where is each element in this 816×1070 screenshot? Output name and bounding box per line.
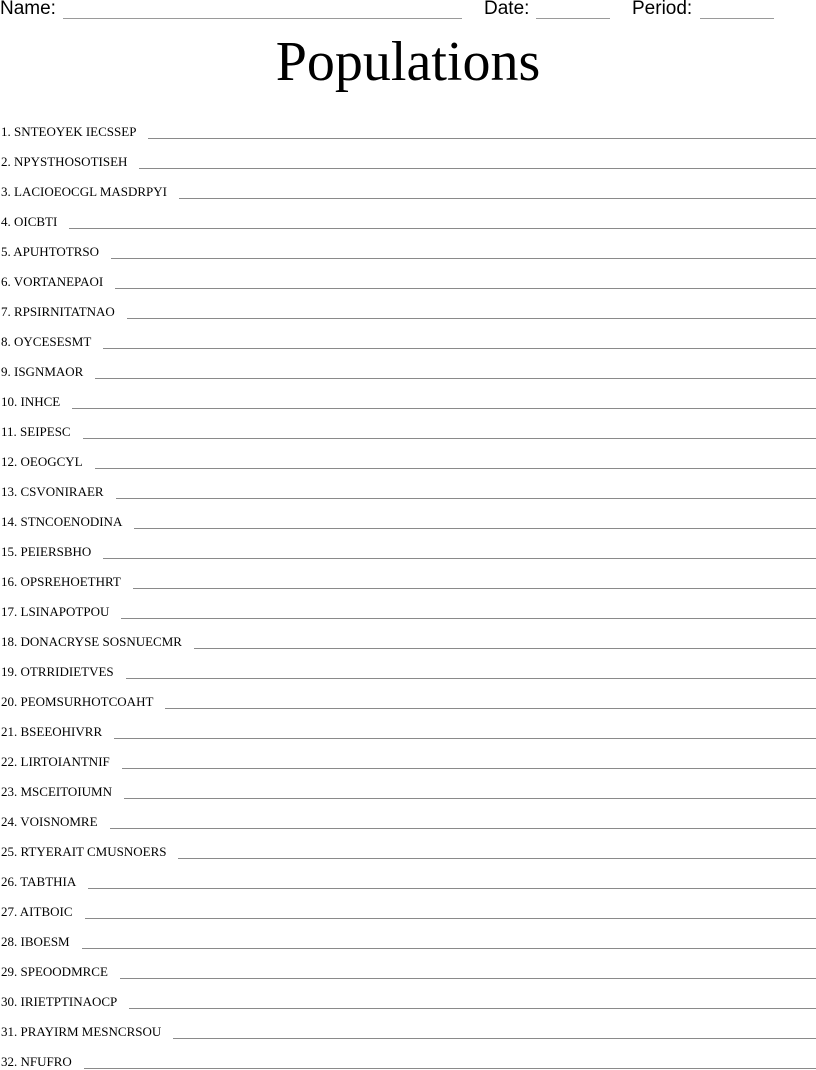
item-word: SNTEOYEK IECSSEP [14, 124, 137, 139]
list-item [0, 230, 816, 260]
item-number: 28. [1, 934, 18, 949]
item-word: STNCOENODINA [20, 514, 123, 529]
answer-blank-line[interactable] [72, 408, 816, 409]
scrambled-word [0, 874, 76, 890]
answer-blank-line[interactable] [120, 978, 816, 979]
answer-blank-line[interactable] [114, 738, 816, 739]
item-word: LIRTOIANTNIF [20, 754, 110, 769]
item-number: 24. [1, 814, 18, 829]
list-item [0, 950, 816, 980]
item-number: 8. [1, 334, 11, 349]
item-word: LSINAPOTPOU [20, 604, 110, 619]
item-word: APUHTOTRSO [13, 244, 100, 259]
list-item [0, 350, 816, 380]
answer-blank-line[interactable] [129, 1008, 816, 1009]
answer-blank-line[interactable] [95, 378, 816, 379]
item-number: 31. [1, 1024, 18, 1039]
list-item [0, 500, 816, 530]
scrambled-word [0, 724, 102, 740]
item-number: 25. [1, 844, 18, 859]
item-number: 21. [1, 724, 18, 739]
scrambled-word [0, 1054, 72, 1070]
date-label: Date: [484, 0, 530, 19]
list-item [0, 410, 816, 440]
item-word: INHCE [20, 394, 61, 409]
scrambled-word [0, 544, 91, 560]
scrambled-word [0, 814, 98, 830]
item-number: 15. [1, 544, 18, 559]
name-blank-line[interactable] [63, 18, 462, 19]
answer-blank-line[interactable] [82, 948, 816, 949]
answer-blank-line[interactable] [127, 318, 816, 319]
scrambled-word [0, 664, 114, 680]
item-word: RPSIRNITATNAO [14, 304, 115, 319]
item-word: PEOMSURHOTCOAHT [20, 694, 154, 709]
list-item [0, 800, 816, 830]
list-item [0, 650, 816, 680]
item-word: PRAYIRM MESNCRSOU [20, 1024, 162, 1039]
item-number: 17. [1, 604, 18, 619]
scrambled-word [0, 694, 153, 710]
list-item [0, 1040, 816, 1070]
answer-blank-line[interactable] [111, 258, 816, 259]
item-number: 32. [1, 1054, 18, 1069]
answer-blank-line[interactable] [148, 138, 816, 139]
item-number: 1. [1, 124, 11, 139]
answer-blank-line[interactable] [88, 888, 816, 889]
scrambled-word [0, 574, 121, 590]
scrambled-word [0, 364, 83, 380]
list-item [0, 620, 816, 650]
item-number: 16. [1, 574, 18, 589]
item-number: 13. [1, 484, 18, 499]
scrambled-word [0, 274, 103, 290]
list-item [0, 680, 816, 710]
item-number: 22. [1, 754, 18, 769]
item-word: ISGNMAOR [14, 364, 84, 379]
scrambled-word [0, 844, 166, 860]
answer-blank-line[interactable] [116, 498, 816, 499]
list-item [0, 830, 816, 860]
period-label: Period: [632, 0, 693, 19]
answer-blank-line[interactable] [83, 438, 816, 439]
item-word: OEOGCYL [20, 454, 83, 469]
answer-blank-line[interactable] [126, 678, 816, 679]
item-word: VOISNOMRE [20, 814, 98, 829]
list-item [0, 530, 816, 560]
scrambled-word [0, 904, 73, 920]
answer-blank-line[interactable] [165, 708, 816, 709]
item-number: 9. [1, 364, 11, 379]
answer-blank-line[interactable] [84, 1068, 816, 1069]
list-item [0, 890, 816, 920]
item-number: 20. [1, 694, 18, 709]
item-word: PEIERSBHO [20, 544, 92, 559]
list-item [0, 470, 816, 500]
list-item [0, 710, 816, 740]
list-item [0, 920, 816, 950]
answer-blank-line[interactable] [69, 228, 816, 229]
scrambled-word [0, 634, 182, 650]
list-item [0, 320, 816, 350]
scrambled-word [0, 1024, 161, 1040]
scrambled-word [0, 424, 71, 440]
answer-blank-line[interactable] [103, 558, 816, 559]
scrambled-word [0, 784, 112, 800]
item-number: 6. [1, 274, 11, 289]
item-word: RTYERAIT CMUSNOERS [20, 844, 167, 859]
answer-blank-line[interactable] [124, 798, 816, 799]
item-number: 18. [1, 634, 18, 649]
scrambled-word [0, 184, 167, 200]
item-word: SEIPESC [20, 424, 71, 439]
item-word: OICBTI [14, 214, 58, 229]
scrambled-word [0, 154, 127, 170]
answer-blank-line[interactable] [103, 348, 816, 349]
list-item [0, 770, 816, 800]
scrambled-word [0, 484, 104, 500]
list-item [0, 200, 816, 230]
scrambled-word [0, 754, 110, 770]
item-word: IBOESM [20, 934, 70, 949]
answer-blank-line[interactable] [134, 528, 816, 529]
list-item [0, 110, 816, 140]
answer-blank-line[interactable] [85, 918, 816, 919]
scrambled-word [0, 214, 57, 230]
answer-blank-line[interactable] [194, 648, 816, 649]
list-item [0, 380, 816, 410]
list-item [0, 170, 816, 200]
list-item [0, 560, 816, 590]
list-item [0, 260, 816, 290]
item-word: MSCEITOIUMN [20, 784, 112, 799]
list-item [0, 140, 816, 170]
period-blank-line[interactable] [700, 18, 774, 19]
list-item [0, 740, 816, 770]
list-item [0, 440, 816, 470]
item-number: 10. [1, 394, 18, 409]
list-item [0, 1010, 816, 1040]
answer-blank-line[interactable] [121, 618, 816, 619]
answer-blank-line[interactable] [110, 828, 816, 829]
item-word: NPYSTHOSOTISEH [14, 154, 128, 169]
scrambled-word [0, 334, 91, 350]
item-word: LACIOEOCGL MASDRPYI [14, 184, 167, 199]
scrambled-word [0, 604, 109, 620]
answer-blank-line[interactable] [139, 168, 816, 169]
item-number: 30. [1, 994, 18, 1009]
item-number: 19. [1, 664, 18, 679]
item-word: BSEEOHIVRR [20, 724, 103, 739]
item-word: VORTANEPAOI [13, 274, 104, 289]
date-blank-line[interactable] [536, 18, 610, 19]
scrambled-word [0, 244, 99, 260]
item-word: TABTHIA [20, 874, 77, 889]
item-number: 23. [1, 784, 18, 799]
list-item [0, 290, 816, 320]
item-word: SPEOODMRCE [20, 964, 108, 979]
scrambled-word [0, 964, 108, 980]
list-item [0, 590, 816, 620]
item-word: NFUFRO [20, 1054, 72, 1069]
scrambled-word [0, 124, 136, 140]
answer-blank-line[interactable] [179, 198, 816, 199]
item-number: 11. [1, 424, 17, 439]
answer-blank-line[interactable] [115, 288, 816, 289]
scrambled-word [0, 394, 60, 410]
scrambled-word [0, 454, 83, 470]
answer-blank-line[interactable] [173, 1038, 816, 1039]
scrambled-word [0, 994, 117, 1010]
item-word: AITBOIC [19, 904, 73, 919]
page-title: Populations [275, 31, 541, 93]
answer-blank-line[interactable] [122, 768, 816, 769]
list-item [0, 860, 816, 890]
item-number: 3. [1, 184, 11, 199]
list-item [0, 980, 816, 1010]
item-word: DONACRYSE SOSNUECMR [20, 634, 182, 649]
item-word: OTRRIDIETVES [20, 664, 114, 679]
item-number: 27. [1, 904, 18, 919]
item-word: OYCESESMT [14, 334, 92, 349]
name-label: Name: [0, 0, 56, 19]
word-scramble-list [0, 110, 816, 1070]
item-word: OPSREHOETHRT [20, 574, 121, 589]
item-number: 5. [1, 244, 11, 259]
item-word: CSVONIRAER [20, 484, 104, 499]
item-number: 12. [1, 454, 18, 469]
answer-blank-line[interactable] [133, 588, 816, 589]
scrambled-word [0, 514, 122, 530]
item-number: 26. [1, 874, 18, 889]
scrambled-word [0, 304, 115, 320]
item-number: 14. [1, 514, 18, 529]
scrambled-word [0, 934, 70, 950]
item-number: 7. [1, 304, 11, 319]
answer-blank-line[interactable] [178, 858, 816, 859]
item-number: 29. [1, 964, 18, 979]
worksheet-header [0, 0, 816, 24]
answer-blank-line[interactable] [95, 468, 816, 469]
item-number: 4. [1, 214, 11, 229]
item-number: 2. [1, 154, 11, 169]
item-word: IRIETPTINAOCP [20, 994, 118, 1009]
